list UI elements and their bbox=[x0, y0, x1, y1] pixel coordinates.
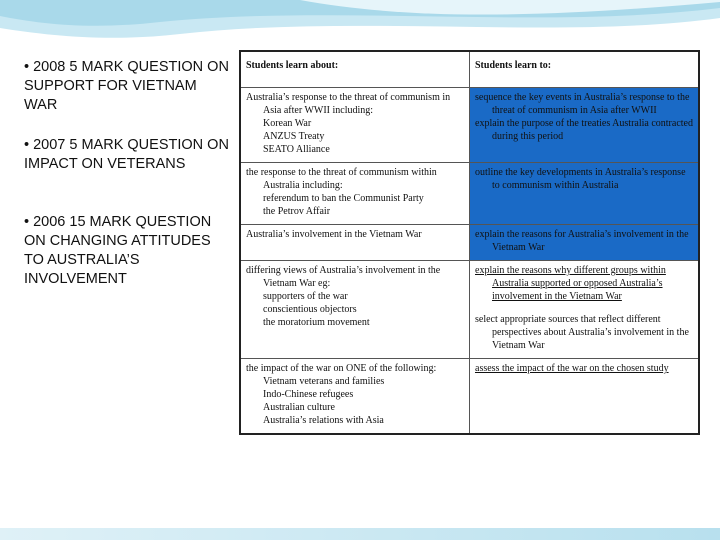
learn-about-cell bbox=[240, 88, 470, 163]
learn-about-subitem: the moratorium movement bbox=[263, 317, 370, 328]
table-row bbox=[240, 359, 699, 435]
learn-about-subitem: Australian culture bbox=[263, 402, 335, 413]
table-row bbox=[240, 225, 699, 261]
header-learn-to: Students learn to: bbox=[470, 51, 700, 88]
learn-to-cell-highlighted bbox=[470, 163, 700, 225]
learn-about-subitem: conscientious objectors bbox=[263, 304, 357, 315]
header-learn-about: Students learn about: bbox=[240, 51, 470, 88]
learn-to-cell bbox=[470, 359, 700, 435]
learn-about-subitem: the Petrov Affair bbox=[263, 206, 331, 217]
learn-about-subitem: referendum to ban the Communist Party bbox=[263, 193, 424, 204]
learn-about-subitem: ANZUS Treaty bbox=[263, 131, 325, 142]
decorative-footer-bar bbox=[0, 528, 720, 540]
learn-about-subitem: supporters of the war bbox=[263, 291, 348, 302]
table-header-row bbox=[240, 51, 699, 88]
learn-to-cell bbox=[470, 261, 700, 359]
learn-about-subitem: Indo-Chinese refugees bbox=[263, 389, 354, 400]
learn-about-text: differing views of Australia’s involvement in the Vietnam War eg: bbox=[246, 265, 441, 289]
learn-about-text: Australia’s involvement in the Vietnam War bbox=[246, 229, 422, 240]
learn-about-cell bbox=[240, 359, 470, 435]
table-row bbox=[240, 163, 699, 225]
syllabus-table bbox=[239, 50, 700, 435]
bullet-2006-question: • 2006 15 MARK QUESTION ON CHANGING ATTITUDES TO AUSTRALIA’S INVOLVEMENT bbox=[24, 214, 212, 287]
learn-to-text: explain the reasons for Australia’s involvement in the Vietnam War bbox=[475, 229, 689, 253]
learn-about-text: Australia’s response to the threat of communism in Asia after WWII including: bbox=[246, 92, 451, 116]
learn-to-cell-highlighted bbox=[470, 225, 700, 261]
learn-about-cell bbox=[240, 261, 470, 359]
learn-about-subitem: Korean War bbox=[263, 118, 312, 129]
learn-to-text: explain the purpose of the treaties Australia contracted during this period bbox=[475, 118, 693, 142]
learn-about-subitem: SEATO Alliance bbox=[263, 144, 330, 155]
learn-to-text: select appropriate sources that reflect different perspectives about Australia’s involvement in the Vietnam War bbox=[475, 314, 689, 351]
learn-to-cell-highlighted bbox=[470, 88, 700, 163]
learn-about-subitem: Australia’s relations with Asia bbox=[263, 415, 384, 426]
learn-about-text: the response to the threat of communism within Australia including: bbox=[246, 167, 437, 191]
table-row bbox=[240, 88, 699, 163]
table-row bbox=[240, 261, 699, 359]
learn-about-cell bbox=[240, 225, 470, 261]
learn-to-text: sequence the key events in Australia’s response to the threat of communism in Asia after WWII bbox=[475, 92, 690, 116]
learn-to-text: explain the reasons why different groups within Australia supported or opposed Australia’s involvement in the Vietnam War bbox=[475, 265, 666, 302]
bullet-2007-question: • 2007 5 MARK QUESTION ON IMPACT ON VETERANS bbox=[24, 137, 229, 172]
learn-about-subitem: Vietnam veterans and families bbox=[263, 376, 385, 387]
learn-to-text: outline the key developments in Australia’s response to communism within Australia bbox=[475, 167, 686, 191]
bullet-2008-question: • 2008 5 MARK QUESTION ON SUPPORT FOR VIETNAM WAR bbox=[24, 59, 229, 113]
learn-about-cell bbox=[240, 163, 470, 225]
learn-to-text: assess the impact of the war on the chosen study bbox=[475, 363, 669, 374]
learn-about-text: the impact of the war on ONE of the following: bbox=[246, 363, 437, 374]
